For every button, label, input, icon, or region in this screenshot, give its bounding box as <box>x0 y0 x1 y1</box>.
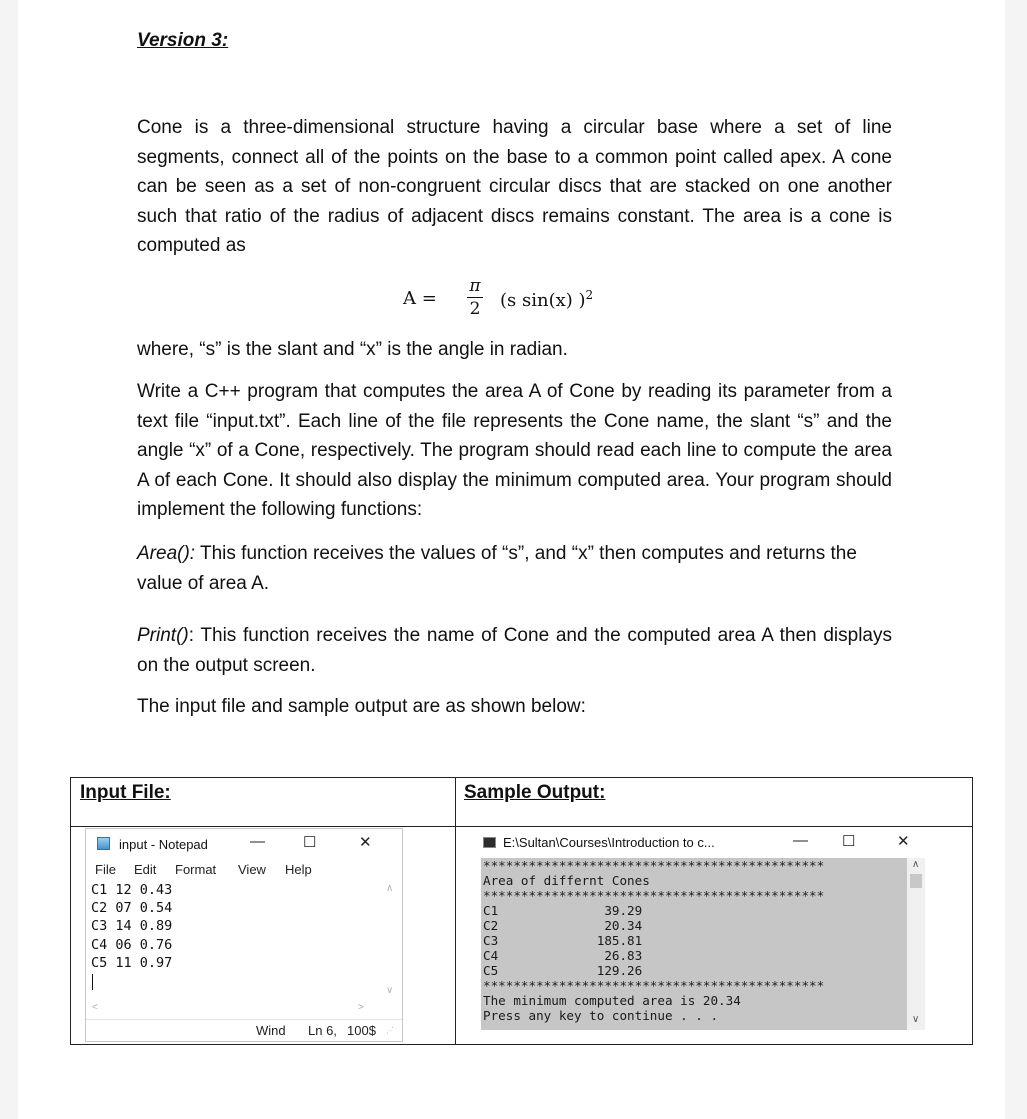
sample-output-header: Sample Output: <box>464 782 606 803</box>
formula-denominator: 2 <box>469 299 481 319</box>
print-function-paragraph <box>137 621 892 680</box>
notepad-title: input - Notepad <box>119 837 208 852</box>
input-line: C3 14 0.89 <box>91 918 173 935</box>
maximize-icon[interactable]: ☐ <box>303 834 317 851</box>
formula-rhs: (s sin(x) ) <box>500 290 586 311</box>
console-vertical-scrollbar[interactable] <box>907 858 925 1030</box>
area-function-name: Area(): <box>137 543 196 564</box>
console-titlebar[interactable] <box>467 828 945 858</box>
notepad-text-area[interactable] <box>91 881 371 972</box>
input-line: C4 06 0.76 <box>91 936 173 953</box>
notepad-icon <box>97 837 110 850</box>
formula-rhs-group <box>500 288 593 311</box>
console-text: ********************************************* Area of differnt Cones ********************************************* C1 39.29 C2 20.34 C3 185.81 C4 26.83 C5 129.26 ********************************************* The minimum computed area is 20.34 Press any key to continue . . . <box>483 858 825 1023</box>
notepad-window <box>85 828 403 1042</box>
menu-file[interactable]: File <box>95 862 116 877</box>
resize-grip-icon[interactable]: ⋰ <box>386 1026 394 1035</box>
scroll-down-icon[interactable]: ∨ <box>386 985 394 996</box>
formula-numerator: π <box>469 276 481 296</box>
console-title: E:\Sultan\Courses\Introduction to c... <box>503 835 715 850</box>
status-position: Ln 6, <box>308 1023 337 1038</box>
formula-lhs: A = <box>403 288 437 309</box>
scroll-up-icon[interactable]: ∧ <box>386 883 394 894</box>
notepad-horizontal-scrollbar[interactable] <box>90 1002 380 1016</box>
scroll-up-icon[interactable]: ∧ <box>912 859 920 870</box>
notepad-statusbar <box>86 1019 402 1042</box>
area-function-desc: This function receives the values of “s”, and “x” then computes and returns the value of area A. <box>137 543 857 594</box>
notepad-titlebar[interactable] <box>86 829 402 859</box>
menu-edit[interactable]: Edit <box>134 862 157 877</box>
intro-paragraph: Cone is a three-dimensional structure having a circular base where a set of line segments, connect all of the points on the base to a common point called apex. A cone can be seen as a set of non-congruent circular discs that are stacked on one another such that ratio of the radius of adjacent discs remains constant. The area is a cone is computed as <box>137 117 892 256</box>
formula-fraction <box>467 276 483 319</box>
scroll-thumb[interactable] <box>910 874 922 888</box>
close-icon[interactable]: ✕ <box>897 833 910 850</box>
minimize-icon[interactable]: — <box>250 833 265 850</box>
version-heading: Version 3: <box>137 30 229 51</box>
close-icon[interactable]: ✕ <box>359 834 372 851</box>
formula-exponent: 2 <box>585 288 594 302</box>
table-divider-horizontal <box>71 826 972 827</box>
text-caret <box>92 974 93 990</box>
scroll-down-icon[interactable]: ∨ <box>912 1014 920 1025</box>
input-line: C2 07 0.54 <box>91 900 173 917</box>
status-zoom: 100$ <box>347 1023 376 1038</box>
console-output <box>481 858 907 1030</box>
maximize-icon[interactable]: ☐ <box>842 833 856 850</box>
input-line: C1 12 0.43 <box>91 882 173 898</box>
menu-view[interactable]: View <box>238 862 266 877</box>
io-table <box>70 777 973 1045</box>
scroll-left-icon[interactable]: < <box>92 1002 98 1013</box>
fraction-bar <box>467 297 483 298</box>
menu-help[interactable]: Help <box>285 862 312 877</box>
input-file-header: Input File: <box>80 782 171 803</box>
console-icon <box>483 837 496 848</box>
task-paragraph: Write a C++ program that computes the area A of Cone by reading its parameter from a text file “input.txt”. Each line of the file represents the Cone name, the slant “s” and the angle “x” of a Cone, respectively. The program should read each line to compute the area A of each Cone. It should also display the minimum computed area. Your program should implement the following functions: <box>137 381 892 520</box>
menu-format[interactable]: Format <box>175 862 217 877</box>
where-paragraph: where, “s” is the slant and “x” is the angle in radian. <box>137 339 568 360</box>
closing-paragraph: The input file and sample output are as shown below: <box>137 696 586 717</box>
table-divider-vertical <box>455 778 456 1044</box>
status-encoding: Wind <box>256 1023 286 1038</box>
input-line: C5 11 0.97 <box>91 954 173 971</box>
print-function-name: Print() <box>137 625 189 646</box>
notepad-vertical-scrollbar[interactable] <box>384 881 398 999</box>
area-function-paragraph <box>137 539 892 598</box>
minimize-icon[interactable]: — <box>793 832 808 849</box>
print-function-desc: : This function receives the name of Cone and the computed area A then displays on the output screen. <box>137 625 892 676</box>
scroll-right-icon[interactable]: > <box>358 1002 364 1013</box>
console-window <box>467 828 945 1040</box>
